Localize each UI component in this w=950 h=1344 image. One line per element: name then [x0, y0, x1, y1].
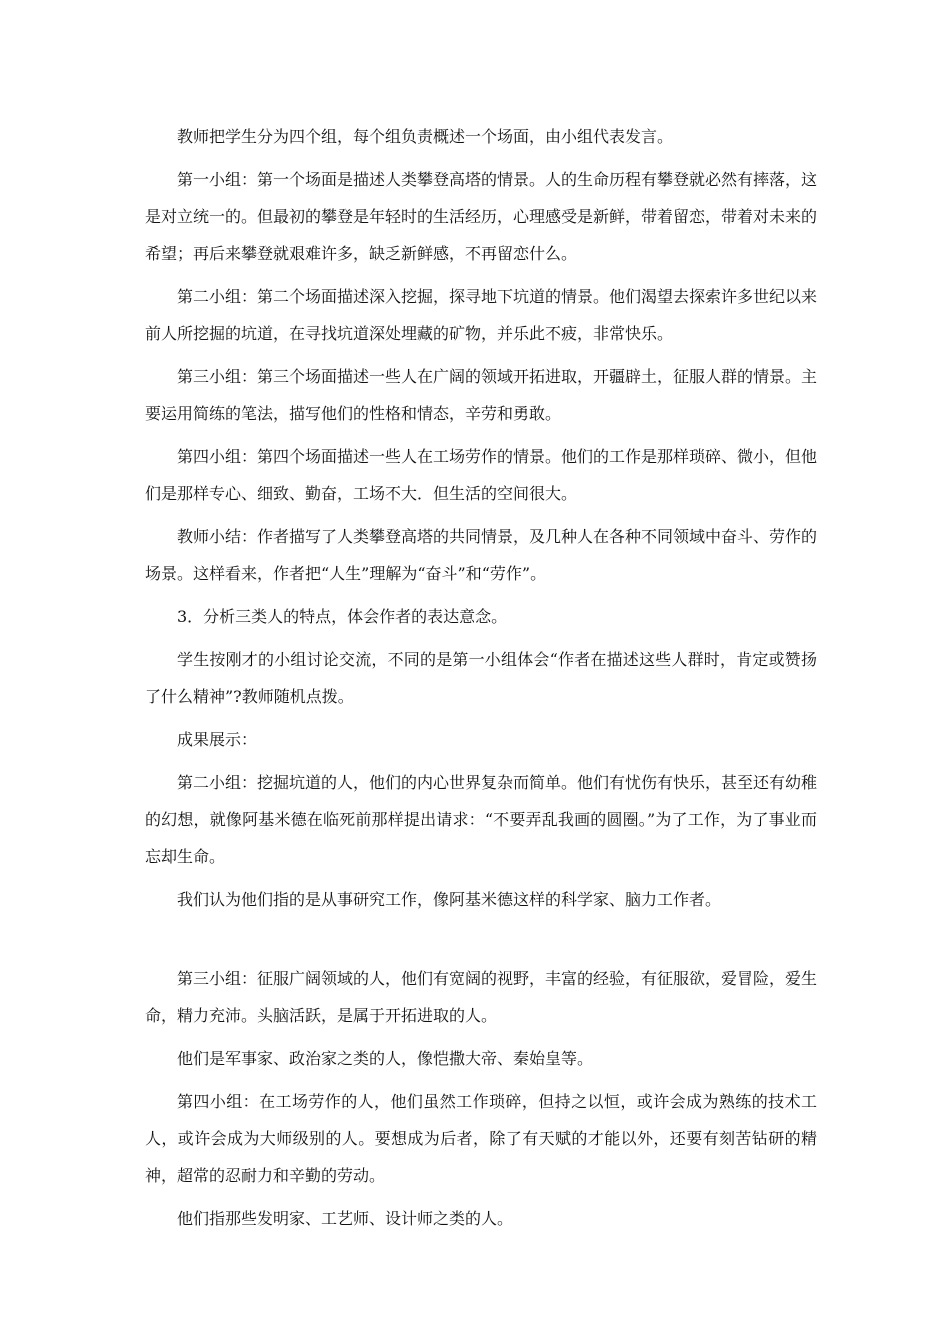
paragraph-group-four-scene: 第四小组：第四个场面描述一些人在工场劳作的情景。他们的工作是那样琐碎、微小，但他们是那样专心、细致、勤奋，工场不大．但生活的空间很大。 — [145, 447, 818, 503]
document-body — [145, 118, 817, 1243]
paragraph-discussion: 学生按刚才的小组讨论交流，不同的是第一小组体会“作者在描述这些人群时，肯定或赞扬了什么精神”?教师随机点拨。 — [145, 650, 817, 706]
paragraph-teacher-summary: 教师小结：作者描写了人类攀登高塔的共同情景，及几种人在各种不同领域中奋斗、劳作的场景。这样看来，作者把“人生”理解为“奋斗”和“劳作”。 — [145, 527, 818, 583]
paragraph-group-three-conclusion: 他们是军事家、政治家之类的人，像恺撒大帝、秦始皇等。 — [177, 1049, 594, 1068]
paragraph-step-three: 3．分析三类人的特点，体会作者的表达意念。 — [177, 607, 508, 626]
paragraph-results-heading: 成果展示： — [177, 730, 258, 749]
paragraph-group-three-scene: 第三小组：第三个场面描述一些人在广阔的领域开拓进取，开疆辟土，征服人群的情景。主要运用简练的笔法，描写他们的性格和情态，辛劳和勇敢。 — [145, 367, 818, 423]
paragraph-group-two-result: 第二小组：挖掘坑道的人，他们的内心世界复杂而简单。他们有忧伤有快乐，甚至还有幼稚的幻想，就像阿基米德在临死前那样提出请求：“不要弄乱我画的圆圈。”为了工作，为了事业而忘却生命。 — [145, 773, 818, 866]
paragraph-grouping: 教师把学生分为四个组，每个组负责概述一个场面，由小组代表发言。 — [177, 127, 674, 146]
paragraph-group-four-conclusion: 他们指那些发明家、工艺师、设计师之类的人。 — [177, 1209, 514, 1228]
paragraph-group-two-scene: 第二小组：第二个场面描述深入挖掘，探寻地下坑道的情景。他们渴望去探索许多世纪以来前人所挖掘的坑道，在寻找坑道深处埋藏的矿物，并乐此不疲，非常快乐。 — [145, 287, 818, 343]
paragraph-group-four-result: 第四小组：在工场劳作的人，他们虽然工作琐碎，但持之以恒，或许会成为熟练的技术工人，或许会成为大师级别的人。要想成为后者，除了有天赋的才能以外，还要有刻苦钻研的精神，超常的忍耐力和辛勤的劳动。 — [145, 1092, 817, 1185]
paragraph-group-three-result: 第三小组：征服广阔领域的人，他们有宽阔的视野，丰富的经验，有征服欲，爱冒险，爱生命，精力充沛。头脑活跃，是属于开拓进取的人。 — [145, 969, 818, 1025]
paragraph-group-two-conclusion: 我们认为他们指的是从事研究工作，像阿基米德这样的科学家、脑力工作者。 — [177, 890, 722, 909]
paragraph-group-one-scene: 第一小组：第一个场面是描述人类攀登高塔的情景。人的生命历程有攀登就必然有摔落，这是对立统一的。但最初的攀登是年轻时的生活经历，心理感受是新鲜，带着留恋，带着对未来的希望；再后来攀登就艰难许多，缺乏新鲜感，不再留恋什么。 — [145, 170, 818, 263]
